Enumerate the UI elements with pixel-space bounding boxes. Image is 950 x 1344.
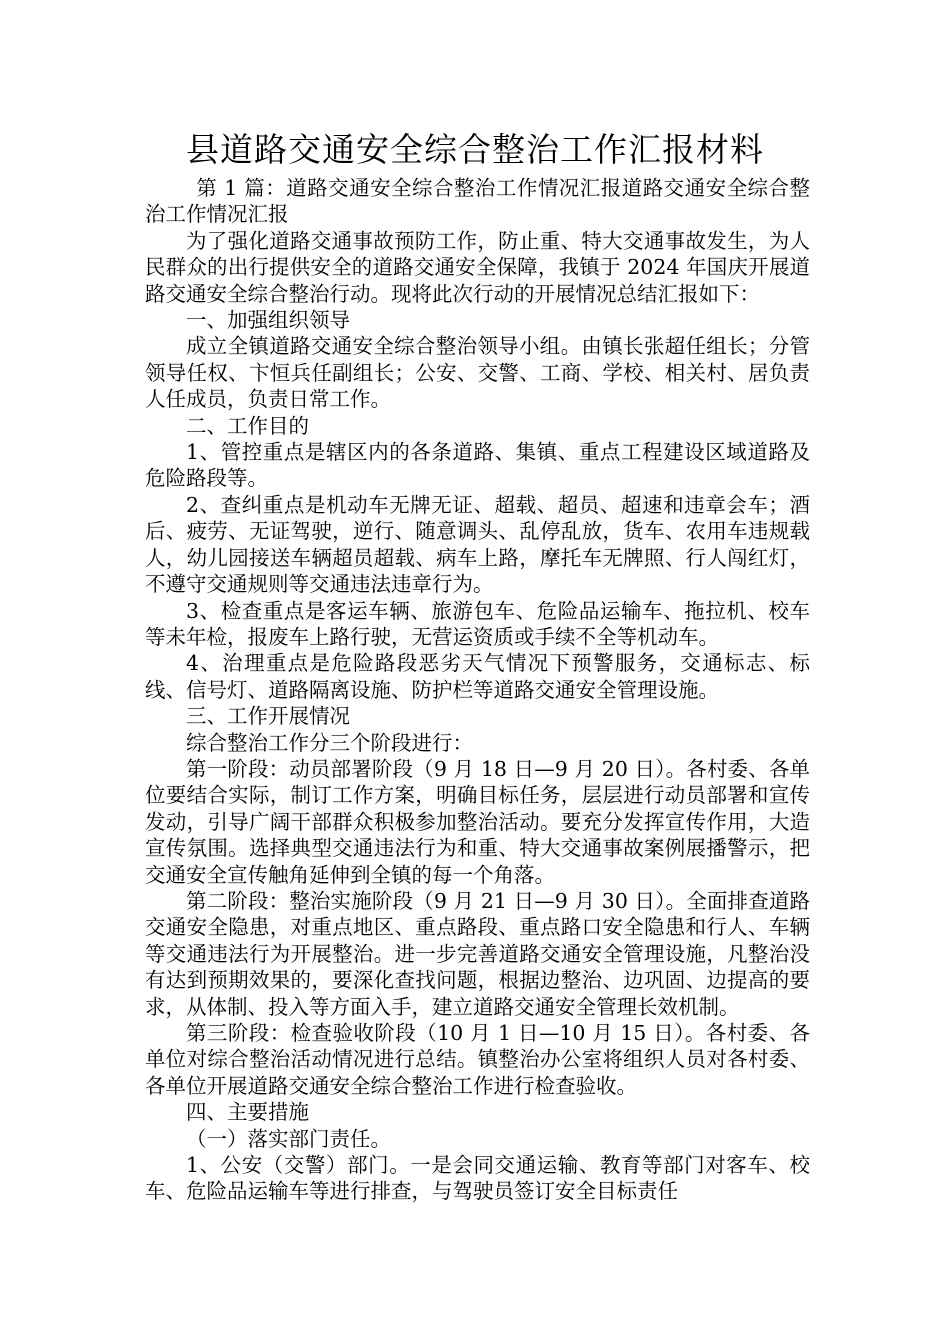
section-heading-organization: 一、加强组织领导: [186, 308, 350, 333]
paragraph-police-department: 1、公安（交警）部门。一是会同交通运输、教育等部门对客车、校车、危险品运输车等进行排查，与驾驶员签订安全目标责任: [145, 1153, 810, 1204]
paragraph-intro-heading: 第 1 篇：道路交通安全综合整治工作情况汇报道路交通安全综合整治工作情况汇报: [145, 176, 810, 227]
paragraph-purpose-4: 4、治理重点是危险路段恶劣天气情况下预警服务，交通标志、标线、信号灯、道路隔离设施、防护栏等道路交通安全管理设施。: [145, 651, 810, 702]
section-heading-purpose: 二、工作目的: [186, 413, 309, 438]
paragraph-purpose-1: 1、管控重点是辖区内的各条道路、集镇、重点工程建设区域道路及危险路段等。: [145, 440, 810, 491]
paragraph-introduction: 为了强化道路交通事故预防工作，防止重、特大交通事故发生，为人民群众的出行提供安全的道路交通安全保障，我镇于 2024 年国庆开展道路交通安全综合整治行动。现将此次行动的开展情况总结汇报如下：: [145, 228, 810, 306]
paragraph-stage-1: 第一阶段：动员部署阶段（9 月 18 日—9 月 20 日）。各村委、各单位要结合实际，制订工作方案，明确目标任务，层层进行动员部署和宣传发动，引导广阔干部群众积极参加整治活动。要充分发挥宣传作用，大造宣传氛围。选择典型交通违法行为和重、特大交通事故案例展播警示，把交通安全宣传触角延伸到全镇的每一个角落。: [145, 756, 810, 887]
paragraph-organization: 成立全镇道路交通安全综合整治领导小组。由镇长张超任组长；分管领导任权、卞恒兵任副组长；公安、交警、工商、学校、相关村、居负责人任成员，负责日常工作。: [145, 334, 810, 412]
paragraph-purpose-3: 3、检查重点是客运车辆、旅游包车、危险品运输车、拖拉机、校车等未年检，报废车上路行驶，无营运资质或手续不全等机动车。: [145, 598, 810, 649]
subsection-heading-responsibility: （一）落实部门责任。: [186, 1126, 391, 1151]
section-heading-progress: 三、工作开展情况: [186, 704, 350, 729]
paragraph-stage-3: 第三阶段：检查验收阶段（10 月 1 日—10 月 15 日）。各村委、各单位对综合整治活动情况进行总结。镇整治办公室将组织人员对各村委、各单位开展道路交通安全综合整治工作进行检查验收。: [145, 1021, 810, 1098]
paragraph-purpose-2: 2、查纠重点是机动车无牌无证、超载、超员、超速和违章会车；酒后、疲劳、无证驾驶，逆行、随意调头、乱停乱放，货车、农用车违规载人，幼儿园接送车辆超员超载、病车上路，摩托车无牌照、行人闯红灯，不遵守交通规则等交通违法违章行为。: [145, 492, 810, 597]
paragraph-stages-intro: 综合整治工作分三个阶段进行：: [186, 730, 473, 755]
paragraph-stage-2: 第二阶段：整治实施阶段（9 月 21 日—9 月 30 日）。全面排查道路交通安全隐患，对重点地区、重点路段、重点路口安全隐患和行人、车辆等交通违法行为开展整治。进一步完善道路交通安全管理设施，凡整治没有达到预期效果的，要深化查找问题，根据边整治、边巩固、边提高的要求，从体制、投入等方面入手，建立道路交通安全管理长效机制。: [145, 888, 810, 1019]
section-heading-measures: 四、主要措施: [186, 1100, 309, 1125]
document-body: [145, 175, 810, 1205]
document-title: 县道路交通安全综合整治工作汇报材料: [186, 130, 764, 169]
